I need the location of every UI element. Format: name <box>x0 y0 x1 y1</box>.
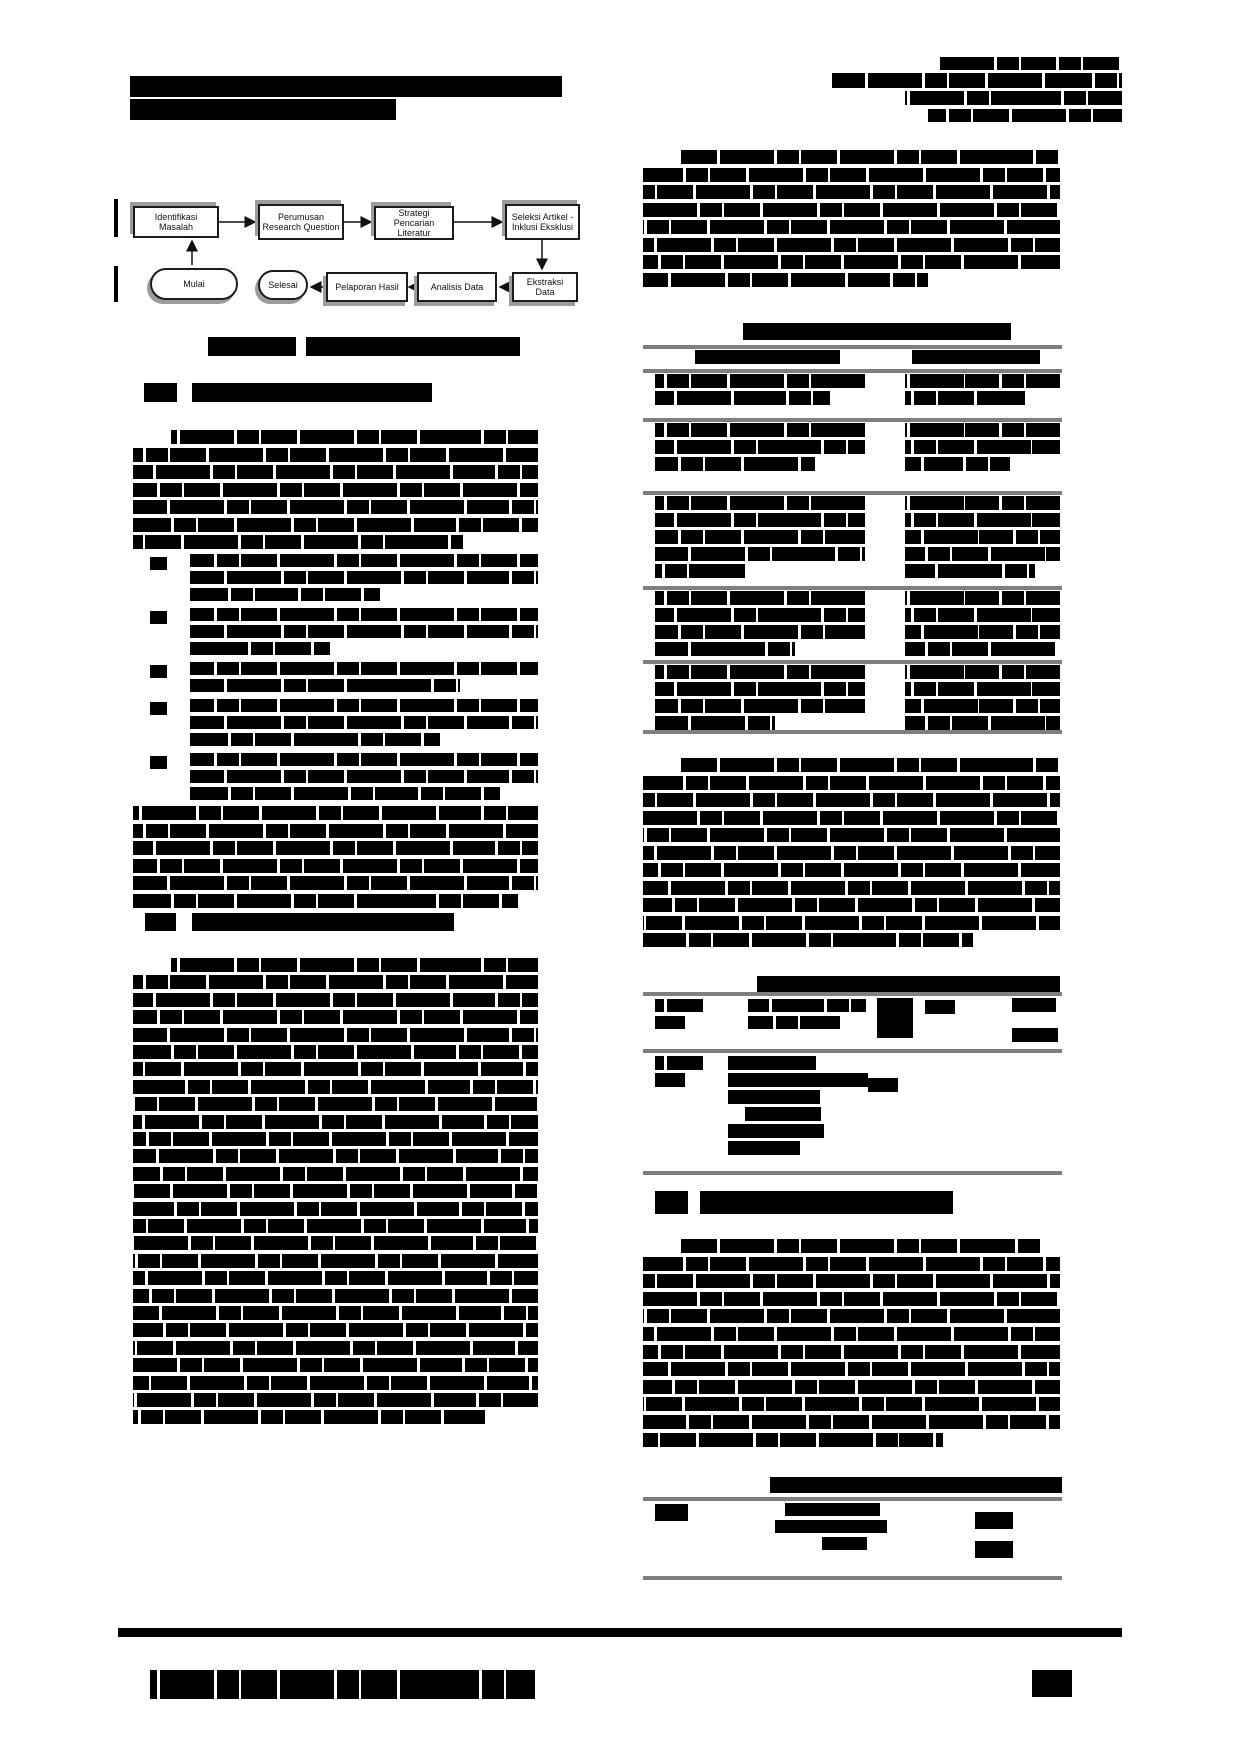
table-3-title <box>770 1477 1062 1493</box>
journal-info-line-2 <box>832 73 1122 88</box>
table-1-row-5-col-2 <box>905 682 1060 696</box>
left-paragraph-2 <box>133 876 538 890</box>
right-paragraph-3 <box>643 1433 943 1447</box>
table-1-rule <box>643 730 1062 734</box>
footer-text <box>150 1670 535 1699</box>
left-paragraph-3 <box>133 1184 538 1198</box>
table-1-row-3-col-2 <box>905 513 1060 527</box>
section-1-number <box>144 383 177 402</box>
list-item-a <box>190 588 380 601</box>
right-paragraph-3 <box>643 1292 1060 1306</box>
table-3-header-no <box>655 1504 688 1521</box>
left-paragraph-2 <box>133 824 538 838</box>
right-paragraph-1 <box>643 273 928 287</box>
table-1-row-4-col-1 <box>655 625 865 639</box>
right-paragraph-3 <box>643 1309 1060 1323</box>
table-1-rule <box>643 491 1062 495</box>
table-3-header-line-3 <box>822 1537 867 1550</box>
right-paragraph-2 <box>643 916 1060 930</box>
table-1-row-3-col-2 <box>905 496 1060 510</box>
left-paragraph-3 <box>133 1289 538 1303</box>
flow-node-label: Mulai <box>183 278 205 289</box>
left-paragraph-2 <box>133 894 518 908</box>
left-paragraph-3 <box>133 1132 538 1146</box>
table-3-header-line-2 <box>775 1520 887 1533</box>
table-1-row-3-col-1 <box>655 564 745 578</box>
list-item-b <box>190 625 538 638</box>
page-number <box>1032 1670 1072 1697</box>
table-1-row-4-col-1 <box>655 608 865 622</box>
left-paragraph-1 <box>133 483 538 497</box>
flow-node-perumusan-research-question <box>258 204 344 240</box>
flow-node-label: Ekstraksi Data <box>526 276 564 297</box>
table-1-row-2-col-2 <box>905 457 1010 471</box>
right-paragraph-2 <box>681 758 1060 772</box>
right-paragraph-3 <box>643 1345 1060 1359</box>
section-2-heading <box>192 913 454 931</box>
left-paragraph-3 <box>133 1271 538 1285</box>
right-paragraph-1 <box>643 185 1060 199</box>
left-paragraph-3 <box>171 958 538 972</box>
right-paragraph-2 <box>643 933 973 947</box>
flow-node-mulai <box>150 268 238 300</box>
right-paragraph-1 <box>643 238 1060 252</box>
journal-info-line-3 <box>905 91 1122 105</box>
left-paragraph-3 <box>133 1341 538 1355</box>
left-paragraph-2 <box>133 806 538 820</box>
section-1-heading <box>192 383 432 402</box>
figure-border-tick <box>114 199 118 237</box>
left-paragraph-3 <box>133 1376 538 1390</box>
flow-node-label: Strategi Pencarian Literatur <box>393 207 435 239</box>
figure-caption-text <box>306 337 520 356</box>
right-paragraph-2 <box>643 793 1060 807</box>
right-paragraph-3 <box>643 1274 1060 1288</box>
table-1-row-2-col-1 <box>655 457 815 471</box>
left-paragraph-2 <box>133 859 538 873</box>
table-2-row-right <box>868 1078 898 1092</box>
table-2-header-col-4 <box>925 1000 955 1014</box>
left-paragraph-3 <box>133 1062 538 1076</box>
table-1-row-5-col-1 <box>655 699 865 713</box>
table-1-row-4-col-2 <box>905 642 1055 656</box>
left-paragraph-1 <box>133 465 538 479</box>
table-3-cell-right-1 <box>975 1512 1013 1529</box>
table-1-row-2-col-2 <box>905 423 1060 437</box>
table-1-row-5-col-2 <box>905 699 1060 713</box>
flow-node-ekstraksi-data <box>512 272 578 302</box>
list-item-d <box>190 733 440 746</box>
left-paragraph-3 <box>133 1254 538 1268</box>
right-paragraph-3 <box>643 1397 1060 1411</box>
list-item-e <box>190 787 500 800</box>
left-paragraph-3 <box>133 1149 538 1163</box>
article-title-line-2 <box>130 99 396 120</box>
table-1-row-4-col-2 <box>905 591 1060 605</box>
left-paragraph-1 <box>133 518 538 532</box>
table-2-row-no <box>655 1073 685 1087</box>
table-1-row-5-col-1 <box>655 665 865 679</box>
flow-node-identifikasi-masalah <box>133 206 219 238</box>
table-1-row-3-col-1 <box>655 513 865 527</box>
left-paragraph-1 <box>133 500 538 514</box>
table-3-rule <box>643 1497 1062 1501</box>
table-1-row-5-col-1 <box>655 682 865 696</box>
table-2-header-col-5 <box>1012 998 1056 1012</box>
list-marker-c <box>150 665 167 678</box>
left-paragraph-3 <box>133 1219 538 1233</box>
journal-info-line-1 <box>940 57 1122 70</box>
flow-node-seleksi-artikel <box>505 204 580 240</box>
right-paragraph-1 <box>681 150 1060 164</box>
figure-border-tick <box>114 266 118 302</box>
table-1-row-2-col-1 <box>655 423 865 437</box>
flow-node-selesai <box>258 270 308 300</box>
list-marker-a <box>150 557 167 570</box>
table-1-row-4-col-2 <box>905 608 1060 622</box>
table-1-rule <box>643 369 1062 373</box>
table-1-row-3-col-1 <box>655 496 865 510</box>
flow-node-label: Analisis Data <box>430 281 484 292</box>
methodology-flowchart <box>115 195 585 310</box>
figure-caption-label <box>208 337 296 356</box>
table-2-row-text-6 <box>728 1141 800 1155</box>
table-2-title <box>757 976 1060 992</box>
table-1-row-4-col-1 <box>655 591 865 605</box>
left-paragraph-3 <box>133 1010 538 1024</box>
table-2-row-text-5 <box>728 1124 824 1138</box>
right-paragraph-2 <box>643 863 1060 877</box>
table-1-rule <box>643 418 1062 422</box>
left-paragraph-3 <box>133 1167 538 1181</box>
table-1-row-5-col-2 <box>905 716 1060 730</box>
left-paragraph-3 <box>133 1202 538 1216</box>
left-paragraph-3 <box>133 1045 538 1059</box>
table-1-row-3-col-2 <box>905 564 1035 578</box>
section-2-number <box>145 913 176 931</box>
journal-info-line-4 <box>928 109 1122 122</box>
table-1-row-2-col-1 <box>655 440 865 454</box>
table-2-rule <box>643 1171 1062 1175</box>
right-paragraph-3 <box>681 1239 1042 1253</box>
table-1-row-3-col-1 <box>655 530 865 544</box>
flow-node-label: Perumusan Research Question <box>262 211 340 232</box>
left-paragraph-3 <box>133 1323 538 1337</box>
table-2-header-col-6 <box>1012 1028 1058 1042</box>
left-paragraph-2 <box>133 841 538 855</box>
left-paragraph-1 <box>133 448 538 462</box>
table-2-header-criteria <box>748 999 866 1012</box>
left-paragraph-1 <box>171 430 538 444</box>
left-paragraph-3 <box>133 1358 538 1372</box>
right-paragraph-1 <box>643 168 1060 182</box>
list-item-a <box>190 571 538 584</box>
table-1-row-1-col-2 <box>905 391 1025 405</box>
left-paragraph-3 <box>133 1306 538 1320</box>
table-1-rule <box>643 660 1062 664</box>
left-paragraph-3 <box>133 1028 538 1042</box>
left-paragraph-3 <box>133 1115 538 1129</box>
footer-rule <box>118 1628 1122 1637</box>
flow-node-analisis-data <box>417 272 497 302</box>
right-paragraph-2 <box>643 811 1060 825</box>
table-1-row-5-col-2 <box>905 665 1060 679</box>
table-3-header-line-1 <box>785 1503 880 1516</box>
right-paragraph-3 <box>643 1257 1060 1271</box>
table-1-row-4-col-2 <box>905 625 1060 639</box>
right-paragraph-2 <box>643 898 1060 912</box>
table-1-row-5-col-1 <box>655 716 775 730</box>
flow-node-label: Selesai <box>268 279 298 290</box>
list-marker-b <box>150 611 167 624</box>
list-marker-d <box>150 702 167 715</box>
right-paragraph-2 <box>643 881 1060 895</box>
table-1-rule <box>643 586 1062 590</box>
list-item-d <box>190 699 538 712</box>
table-1-row-4-col-1 <box>655 642 795 656</box>
table-2-row-text-1 <box>728 1056 816 1070</box>
list-marker-e <box>150 756 167 769</box>
table-1-header-col-1 <box>695 350 840 364</box>
left-paragraph-3 <box>133 975 538 989</box>
right-paragraph-2 <box>643 776 1060 790</box>
left-paragraph-3 <box>133 993 538 1007</box>
right-paragraph-3 <box>643 1327 1060 1341</box>
table-1-row-3-col-1 <box>655 547 865 561</box>
list-item-b <box>190 642 330 655</box>
table-1-row-3-col-2 <box>905 547 1060 561</box>
table-1-row-2-col-2 <box>905 440 1060 454</box>
list-item-d <box>190 716 538 729</box>
article-title-line-1 <box>130 76 562 97</box>
left-paragraph-3 <box>133 1393 538 1407</box>
table-2-rule <box>643 1049 1062 1053</box>
left-paragraph-1 <box>133 535 463 549</box>
table-2-rule <box>643 992 1062 996</box>
right-paragraph-2 <box>643 846 1060 860</box>
table-2-header-col-3 <box>877 998 913 1038</box>
flow-node-pelaporan-hasil <box>326 272 408 302</box>
list-item-b <box>190 608 538 621</box>
list-item-a <box>190 554 538 567</box>
section-3-heading <box>700 1191 953 1214</box>
left-paragraph-3 <box>133 1097 538 1111</box>
list-item-e <box>190 770 538 783</box>
right-paragraph-3 <box>643 1415 1060 1429</box>
table-1-row-1-col-1 <box>655 391 830 405</box>
table-3-rule <box>643 1576 1062 1580</box>
flow-node-label: Pelaporan Hasil <box>335 281 399 292</box>
table-1-header-col-2 <box>912 350 1040 364</box>
right-paragraph-1 <box>643 255 1060 269</box>
right-paragraph-3 <box>643 1362 1060 1376</box>
table-2-header-no <box>655 1016 685 1029</box>
flow-node-label: Seleksi Artikel - Inklusi Eksklusi <box>511 211 574 232</box>
table-2-row-no <box>655 1056 703 1070</box>
table-1-row-3-col-2 <box>905 530 1060 544</box>
table-1-row-1-col-2 <box>905 374 1060 388</box>
left-paragraph-3 <box>133 1080 538 1094</box>
list-item-c <box>190 662 538 675</box>
table-1-row-1-col-1 <box>655 374 865 388</box>
table-2-row-text-3 <box>728 1090 820 1104</box>
list-item-e <box>190 753 538 766</box>
right-paragraph-3 <box>643 1380 1060 1394</box>
table-3-cell-right-2 <box>975 1541 1013 1558</box>
right-paragraph-2 <box>643 828 1060 842</box>
table-2-header-criteria <box>748 1016 840 1029</box>
table-1-rule <box>643 345 1062 349</box>
list-item-c <box>190 679 460 692</box>
left-paragraph-3 <box>133 1236 538 1250</box>
table-2-header-no <box>655 999 703 1012</box>
flow-node-label: Identifikasi Masalah <box>154 211 198 232</box>
flow-node-strategi-pencarian-literatur <box>374 206 454 240</box>
section-3-number <box>655 1191 688 1214</box>
left-paragraph-3 <box>133 1410 485 1424</box>
table-2-row-text-4 <box>745 1107 821 1121</box>
right-paragraph-1 <box>643 220 1060 234</box>
table-1-title <box>743 323 1011 340</box>
right-paragraph-1 <box>643 203 1060 217</box>
table-2-row-text-2 <box>728 1073 868 1087</box>
